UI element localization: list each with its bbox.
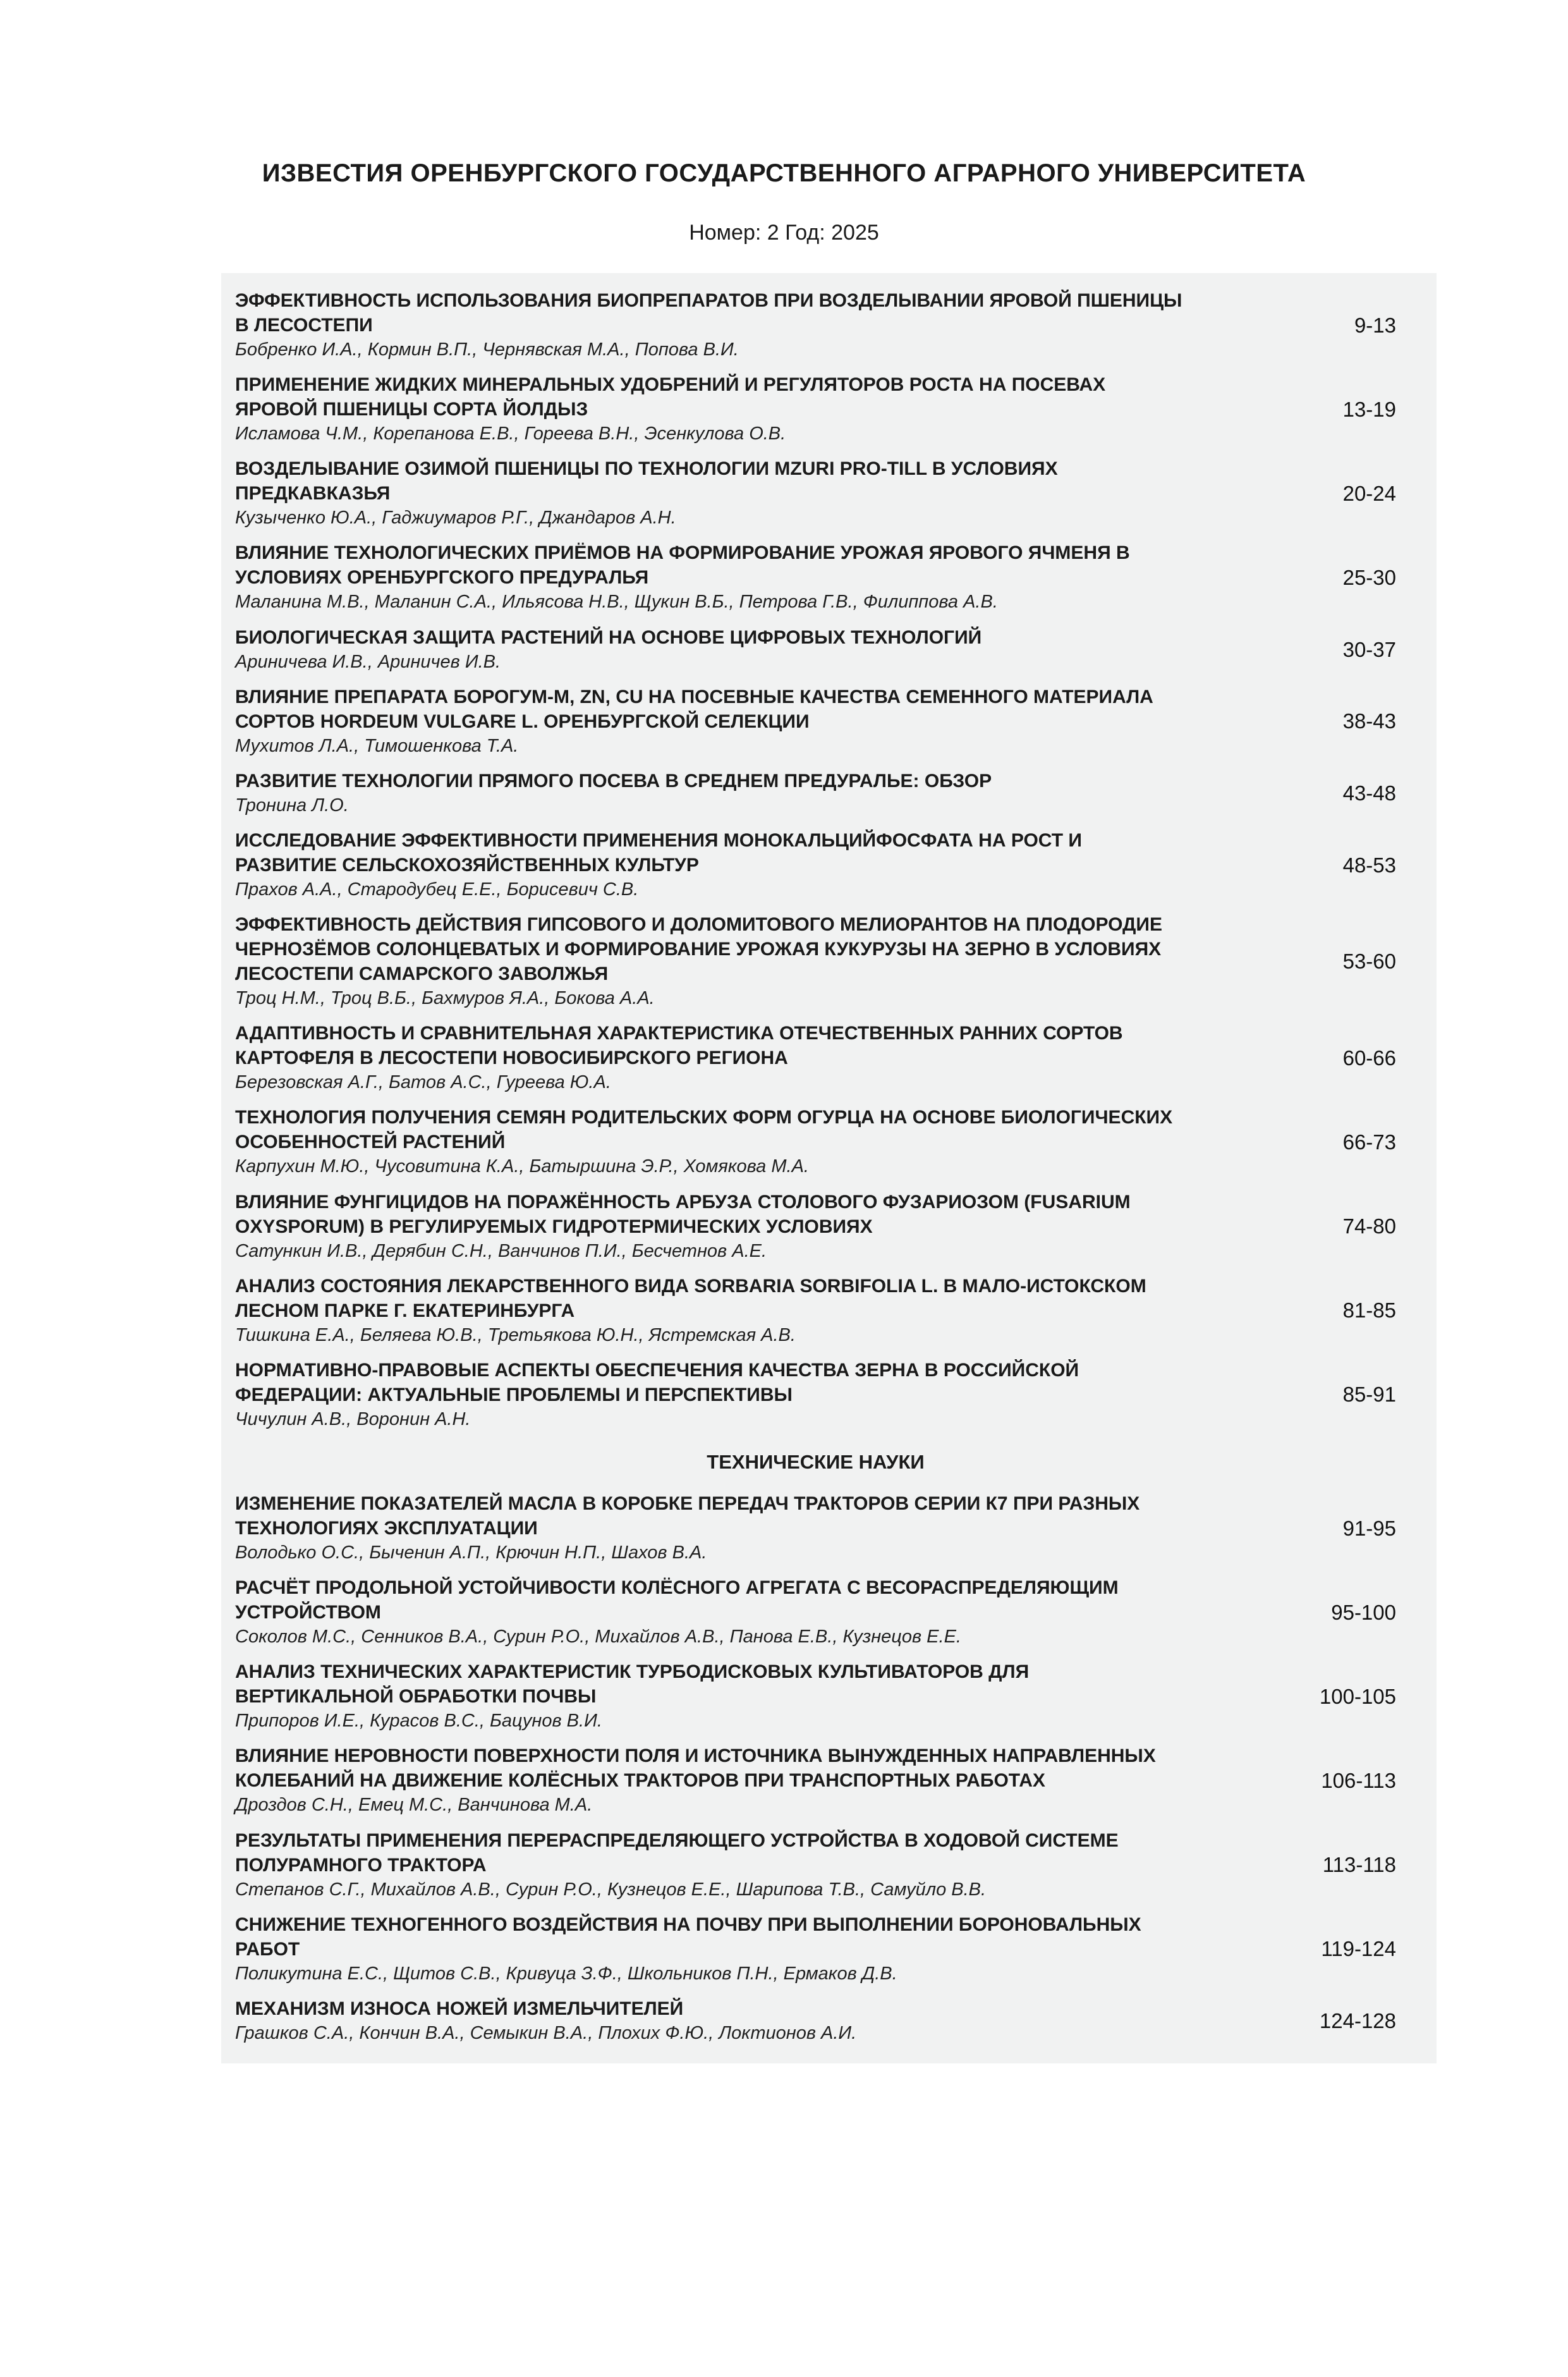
toc-entry xyxy=(235,288,1396,362)
toc-entry xyxy=(235,541,1396,614)
article-title[interactable]: БИОЛОГИЧЕСКАЯ ЗАЩИТА РАСТЕНИЙ НА ОСНОВЕ ЦИФРОВЫХ ТЕХНОЛОГИЙ xyxy=(235,626,982,648)
toc-entry xyxy=(235,1996,1396,2046)
article-authors: Чичулин А.В., Воронин А.Н. xyxy=(235,1408,471,1429)
toc-entry-main xyxy=(235,1358,1183,1432)
toc-entry xyxy=(235,1491,1396,1565)
toc-entry-main xyxy=(235,288,1183,362)
toc-entry-main xyxy=(235,541,1183,614)
article-title[interactable]: ПРИМЕНЕНИЕ ЖИДКИХ МИНЕРАЛЬНЫХ УДОБРЕНИЙ И РЕГУЛЯТОРОВ РОСТА НА ПОСЕВАХ ЯРОВОЙ ПШЕНИЦЫ СОРТА ЙОЛДЫЗ xyxy=(235,374,1106,420)
toc-entry xyxy=(235,625,1396,675)
toc-entry-main xyxy=(235,1996,1183,2046)
article-authors: Грашков С.А., Кончин В.А., Семыкин В.А., Плохих Ф.Ю., Локтионов А.И. xyxy=(235,2022,857,2043)
article-title[interactable]: РЕЗУЛЬТАТЫ ПРИМЕНЕНИЯ ПЕРЕРАСПРЕДЕЛЯЮЩЕГО УСТРОЙСТВА В ХОДОВОЙ СИСТЕМЕ ПОЛУРАМНОГО ТРАКТОРА xyxy=(235,1830,1119,1876)
journal-title: ИЗВЕСТИЯ ОРЕНБУРГСКОГО ГОСУДАРСТВЕННОГО АГРАРНОГО УНИВЕРСИТЕТА xyxy=(262,159,1306,187)
toc-entry-main xyxy=(235,828,1183,902)
issue-year-line: Номер: 2 Год: 2025 xyxy=(689,221,879,245)
article-page-range: 38-43 xyxy=(1342,709,1396,733)
toc-entry-main xyxy=(235,625,1183,675)
toc-entry-main xyxy=(235,912,1183,1011)
article-title[interactable]: ВЛИЯНИЕ ПРЕПАРАТА БОРОГУМ-М, ZN, CU НА ПОСЕВНЫЕ КАЧЕСТВА СЕМЕННОГО МАТЕРИАЛА СОРТОВ HORDEUM VULGARE L. ОРЕНБУРГСКОЙ СЕЛЕКЦИИ xyxy=(235,686,1153,732)
toc-entry-main xyxy=(235,1274,1183,1348)
article-authors: Маланина М.В., Маланин С.А., Ильясова Н.В., Щукин В.Б., Петрова Г.В., Филиппова А.В. xyxy=(235,592,998,613)
toc-entry xyxy=(235,1358,1396,1432)
toc-entry-main xyxy=(235,1659,1183,1733)
article-page-range: 66-73 xyxy=(1342,1130,1396,1154)
article-title[interactable]: ЭФФЕКТИВНОСТЬ ИСПОЛЬЗОВАНИЯ БИОПРЕПАРАТОВ ПРИ ВОЗДЕЛЫВАНИИ ЯРОВОЙ ПШЕНИЦЫ В ЛЕСОСТЕПИ xyxy=(235,290,1182,336)
toc-entry xyxy=(235,1190,1396,1264)
article-authors: Бобренко И.А., Кормин В.П., Чернявская М.А., Попова В.И. xyxy=(235,339,739,360)
toc-entry-main xyxy=(235,1491,1183,1565)
toc-entry xyxy=(235,828,1396,902)
article-title[interactable]: ЭФФЕКТИВНОСТЬ ДЕЙСТВИЯ ГИПСОВОГО И ДОЛОМИТОВОГО МЕЛИОРАНТОВ НА ПЛОДОРОДИЕ ЧЕРНОЗЁМОВ СОЛОНЦЕВАТЫХ И ФОРМИРОВАНИЕ УРОЖАЯ КУКУРУЗЫ НА ЗЕРНО В УСЛОВИЯХ ЛЕСОСТЕПИ САМАРСКОГО ЗАВОЛЖЬЯ xyxy=(235,914,1162,985)
toc-entry-main xyxy=(235,685,1183,759)
toc-entry-main xyxy=(235,456,1183,530)
toc-entry xyxy=(235,1828,1396,1902)
article-authors: Ариничева И.В., Ариничев И.В. xyxy=(235,651,501,672)
article-title[interactable]: ВОЗДЕЛЫВАНИЕ ОЗИМОЙ ПШЕНИЦЫ ПО ТЕХНОЛОГИИ MZURI PRO-TILL В УСЛОВИЯХ ПРЕДКАВКАЗЬЯ xyxy=(235,458,1058,504)
journal-toc-page xyxy=(0,159,1568,2377)
article-authors: Тишкина Е.А., Беляева Ю.В., Третьякова Ю.Н., Ястремская А.В. xyxy=(235,1324,796,1345)
article-page-range: 95-100 xyxy=(1331,1600,1396,1624)
article-authors: Прахов А.А., Стародубец Е.Е., Борисевич С.В. xyxy=(235,879,639,900)
toc-entry-main xyxy=(235,1744,1183,1818)
article-title[interactable]: ВЛИЯНИЕ ТЕХНОЛОГИЧЕСКИХ ПРИЁМОВ НА ФОРМИРОВАНИЕ УРОЖАЯ ЯРОВОГО ЯЧМЕНЯ В УСЛОВИЯХ ОРЕНБУРГСКОГО ПРЕДУРАЛЬЯ xyxy=(235,542,1130,589)
article-authors: Мухитов Л.А., Тимошенкова Т.А. xyxy=(235,735,519,756)
article-authors: Карпухин М.Ю., Чусовитина К.А., Батыршина Э.Р., Хомякова М.А. xyxy=(235,1156,809,1177)
article-page-range: 9-13 xyxy=(1354,313,1396,337)
article-page-range: 48-53 xyxy=(1342,853,1396,877)
article-title[interactable]: СНИЖЕНИЕ ТЕХНОГЕННОГО ВОЗДЕЙСТВИЯ НА ПОЧВУ ПРИ ВЫПОЛНЕНИИ БОРОНОВАЛЬНЫХ РАБОТ xyxy=(235,1914,1141,1960)
article-page-range: 60-66 xyxy=(1342,1046,1396,1070)
article-authors: Володько О.С., Быченин А.П., Крючин Н.П., Шахов В.А. xyxy=(235,1542,707,1563)
article-authors: Дроздов С.Н., Емец М.С., Ванчинова М.А. xyxy=(235,1795,593,1816)
article-title[interactable]: ИЗМЕНЕНИЕ ПОКАЗАТЕЛЕЙ МАСЛА В КОРОБКЕ ПЕРЕДАЧ ТРАКТОРОВ СЕРИИ К7 ПРИ РАЗНЫХ ТЕХНОЛОГИЯХ ЭКСПЛУАТАЦИИ xyxy=(235,1493,1140,1539)
article-title[interactable]: ИССЛЕДОВАНИЕ ЭФФЕКТИВНОСТИ ПРИМЕНЕНИЯ МОНОКАЛЬЦИЙФОСФАТА НА РОСТ И РАЗВИТИЕ СЕЛЬСКОХОЗЯЙСТВЕННЫХ КУЛЬТУР xyxy=(235,829,1082,876)
article-authors: Степанов С.Г., Михайлов А.В., Сурин Р.О., Кузнецов Е.Е., Шарипова Т.В., Самуйло В.В. xyxy=(235,1879,987,1900)
toc-entry xyxy=(235,372,1396,446)
article-authors: Соколов М.С., Сенников В.А., Сурин Р.О., Михайлов А.В., Панова Е.В., Кузнецов Е.Е. xyxy=(235,1627,961,1647)
article-title[interactable]: РАСЧЁТ ПРОДОЛЬНОЙ УСТОЙЧИВОСТИ КОЛЁСНОГО АГРЕГАТА С ВЕСОРАСПРЕДЕЛЯЮЩИМ УСТРОЙСТВОМ xyxy=(235,1577,1119,1623)
section-header: ТЕХНИЧЕСКИЕ НАУКИ xyxy=(707,1450,925,1473)
article-page-range: 124-128 xyxy=(1319,2008,1396,2032)
toc-entry-main xyxy=(235,1021,1183,1095)
toc-entry xyxy=(235,1659,1396,1733)
toc-entry-main xyxy=(235,769,1183,818)
article-title[interactable]: МЕХАНИЗМ ИЗНОСА НОЖЕЙ ИЗМЕЛЬЧИТЕЛЕЙ xyxy=(235,1998,684,2019)
toc-entry xyxy=(235,769,1396,818)
article-page-range: 74-80 xyxy=(1342,1214,1396,1238)
article-title[interactable]: ТЕХНОЛОГИЯ ПОЛУЧЕНИЯ СЕМЯН РОДИТЕЛЬСКИХ ФОРМ ОГУРЦА НА ОСНОВЕ БИОЛОГИЧЕСКИХ ОСОБЕННОСТЕЙ РАСТЕНИЙ xyxy=(235,1107,1173,1153)
article-authors: Припоров И.Е., Курасов В.С., Бацунов В.И. xyxy=(235,1711,602,1732)
table-of-contents-panel xyxy=(221,273,1437,2063)
article-title[interactable]: РАЗВИТИЕ ТЕХНОЛОГИИ ПРЯМОГО ПОСЕВА В СРЕДНЕМ ПРЕДУРАЛЬЕ: ОБЗОР xyxy=(235,770,992,791)
article-page-range: 85-91 xyxy=(1342,1383,1396,1407)
toc-entry-main xyxy=(235,1190,1183,1264)
article-page-range: 53-60 xyxy=(1342,950,1396,974)
article-page-range: 81-85 xyxy=(1342,1298,1396,1323)
article-title[interactable]: ВЛИЯНИЕ ФУНГИЦИДОВ НА ПОРАЖЁННОСТЬ АРБУЗА СТОЛОВОГО ФУЗАРИОЗОМ (FUSARIUM OXYSPORUM) В РЕГУЛИРУЕМЫХ ГИДРОТЕРМИЧЕСКИХ УСЛОВИЯХ xyxy=(235,1191,1131,1237)
toc-entry xyxy=(235,1912,1396,1986)
article-page-range: 91-95 xyxy=(1342,1516,1396,1540)
toc-entry xyxy=(235,1105,1396,1179)
article-authors: Троц Н.М., Троц В.Б., Бахмуров Я.А., Бокова А.А. xyxy=(235,988,655,1009)
article-authors: Сатункин И.В., Дерябин С.Н., Ванчинов П.И., Бесчетнов А.Е. xyxy=(235,1240,767,1261)
toc-entry xyxy=(235,1575,1396,1649)
toc-entry-main xyxy=(235,1912,1183,1986)
toc-entry-main xyxy=(235,372,1183,446)
article-page-range: 25-30 xyxy=(1342,565,1396,589)
article-page-range: 20-24 xyxy=(1342,481,1396,505)
toc-entry-main xyxy=(235,1575,1183,1649)
article-page-range: 13-19 xyxy=(1342,397,1396,421)
article-title[interactable]: АНАЛИЗ СОСТОЯНИЯ ЛЕКАРСТВЕННОГО ВИДА SORBARIA SORBIFOLIA L. В МАЛО-ИСТОКСКОМ ЛЕСНОМ ПАРКЕ Г. ЕКАТЕРИНБУРГА xyxy=(235,1275,1146,1321)
article-authors: Поликутина Е.С., Щитов С.В., Кривуца З.Ф., Школьников П.Н., Ермаков Д.В. xyxy=(235,1963,897,1984)
article-page-range: 113-118 xyxy=(1322,1853,1396,1877)
article-title[interactable]: АНАЛИЗ ТЕХНИЧЕСКИХ ХАРАКТЕРИСТИК ТУРБОДИСКОВЫХ КУЛЬТИВАТОРОВ ДЛЯ ВЕРТИКАЛЬНОЙ ОБРАБОТКИ ПОЧВЫ xyxy=(235,1661,1030,1708)
article-authors: Тронина Л.О. xyxy=(235,795,349,816)
toc-entry-main xyxy=(235,1828,1183,1902)
article-authors: Исламова Ч.М., Корепанова Е.В., Гореева В.Н., Эсенкулова О.В. xyxy=(235,424,786,444)
article-page-range: 100-105 xyxy=(1319,1684,1396,1708)
toc-entry xyxy=(235,1021,1396,1095)
article-title[interactable]: НОРМАТИВНО-ПРАВОВЫЕ АСПЕКТЫ ОБЕСПЕЧЕНИЯ КАЧЕСТВА ЗЕРНА В РОССИЙСКОЙ ФЕДЕРАЦИИ: АКТУАЛЬНЫЕ ПРОБЛЕМЫ И ПЕРСПЕКТИВЫ xyxy=(235,1359,1079,1405)
toc-entry xyxy=(235,1744,1396,1818)
article-page-range: 30-37 xyxy=(1342,637,1396,661)
toc-entry-main xyxy=(235,1105,1183,1179)
article-authors: Березовская А.Г., Батов А.С., Гуреева Ю.А. xyxy=(235,1072,611,1093)
article-authors: Кузыченко Ю.А., Гаджиумаров Р.Г., Джандаров А.Н. xyxy=(235,508,676,529)
article-page-range: 119-124 xyxy=(1321,1937,1396,1961)
toc-entry xyxy=(235,685,1396,759)
article-page-range: 43-48 xyxy=(1342,781,1396,805)
toc-entry xyxy=(235,456,1396,530)
article-title[interactable]: ВЛИЯНИЕ НЕРОВНОСТИ ПОВЕРХНОСТИ ПОЛЯ И ИСТОЧНИКА ВЫНУЖДЕННЫХ НАПРАВЛЕННЫХ КОЛЕБАНИЙ НА ДВИЖЕНИЕ КОЛЁСНЫХ ТРАКТОРОВ ПРИ ТРАНСПОРТНЫХ РАБОТАХ xyxy=(235,1745,1156,1792)
toc-entry xyxy=(235,1274,1396,1348)
article-page-range: 106-113 xyxy=(1321,1768,1396,1792)
toc-entry xyxy=(235,912,1396,1011)
article-title[interactable]: АДАПТИВНОСТЬ И СРАВНИТЕЛЬНАЯ ХАРАКТЕРИСТИКА ОТЕЧЕСТВЕННЫХ РАННИХ СОРТОВ КАРТОФЕЛЯ В ЛЕСОСТЕПИ НОВОСИБИРСКОГО РЕГИОНА xyxy=(235,1023,1123,1069)
